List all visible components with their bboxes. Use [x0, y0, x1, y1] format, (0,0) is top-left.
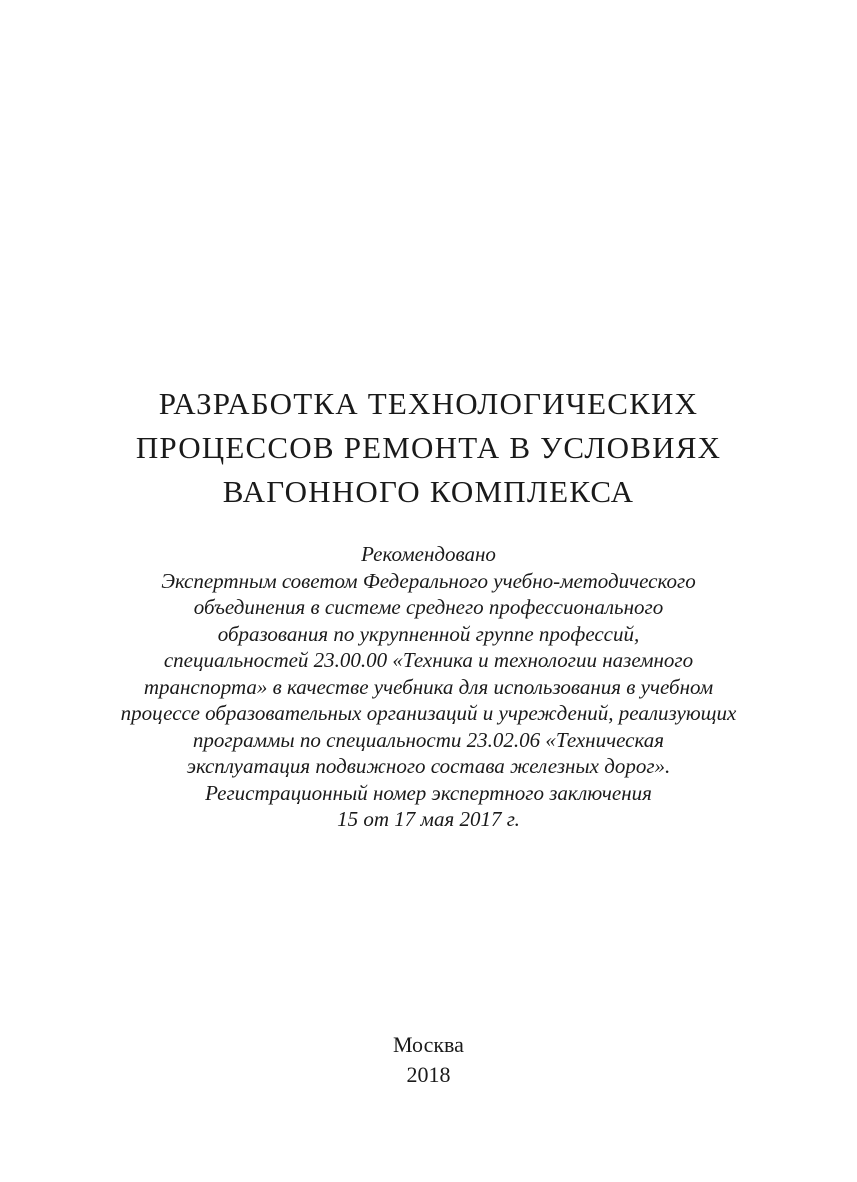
recommendation-line-6: транспорта» в качестве учебника для использования в учебном [143, 674, 714, 699]
recommendation-line-5: специальностей 23.00.00 «Техника и технологии наземного [163, 648, 694, 672]
book-title [0, 382, 857, 514]
recommendation-line-2: Экспертным советом Федерального учебно-методического [161, 568, 696, 593]
book-title-line-3: ВАГОННОГО КОМПЛЕКСА [222, 474, 635, 509]
recommendation-line-1: Рекомендовано [361, 542, 496, 566]
imprint-city: Москва [393, 1032, 464, 1057]
recommendation-line-7: процессе образовательных организаций и учреждений, реализующих [120, 701, 737, 725]
book-title-line-2: ПРОЦЕССОВ РЕМОНТА В УСЛОВИЯХ [135, 430, 722, 465]
recommendation-line-8: программы по специальности 23.02.06 «Техническая [192, 727, 665, 752]
imprint-year: 2018 [406, 1062, 451, 1087]
recommendation-line-9: эксплуатация подвижного состава железных дорог». [186, 754, 671, 778]
recommendation-line-11: 15 от 17 мая 2017 г. [337, 807, 520, 831]
recommendation-line-10: Регистрационный номер экспертного заключения [205, 780, 652, 805]
book-title-line-1: РАЗРАБОТКА ТЕХНОЛОГИЧЕСКИХ [158, 386, 699, 421]
recommendation-block [0, 541, 857, 833]
imprint [0, 1030, 857, 1090]
recommendation-line-4: образования по укрупненной группе профессий, [217, 621, 640, 646]
recommendation-line-3: объединения в системе среднего профессионального [193, 595, 664, 619]
